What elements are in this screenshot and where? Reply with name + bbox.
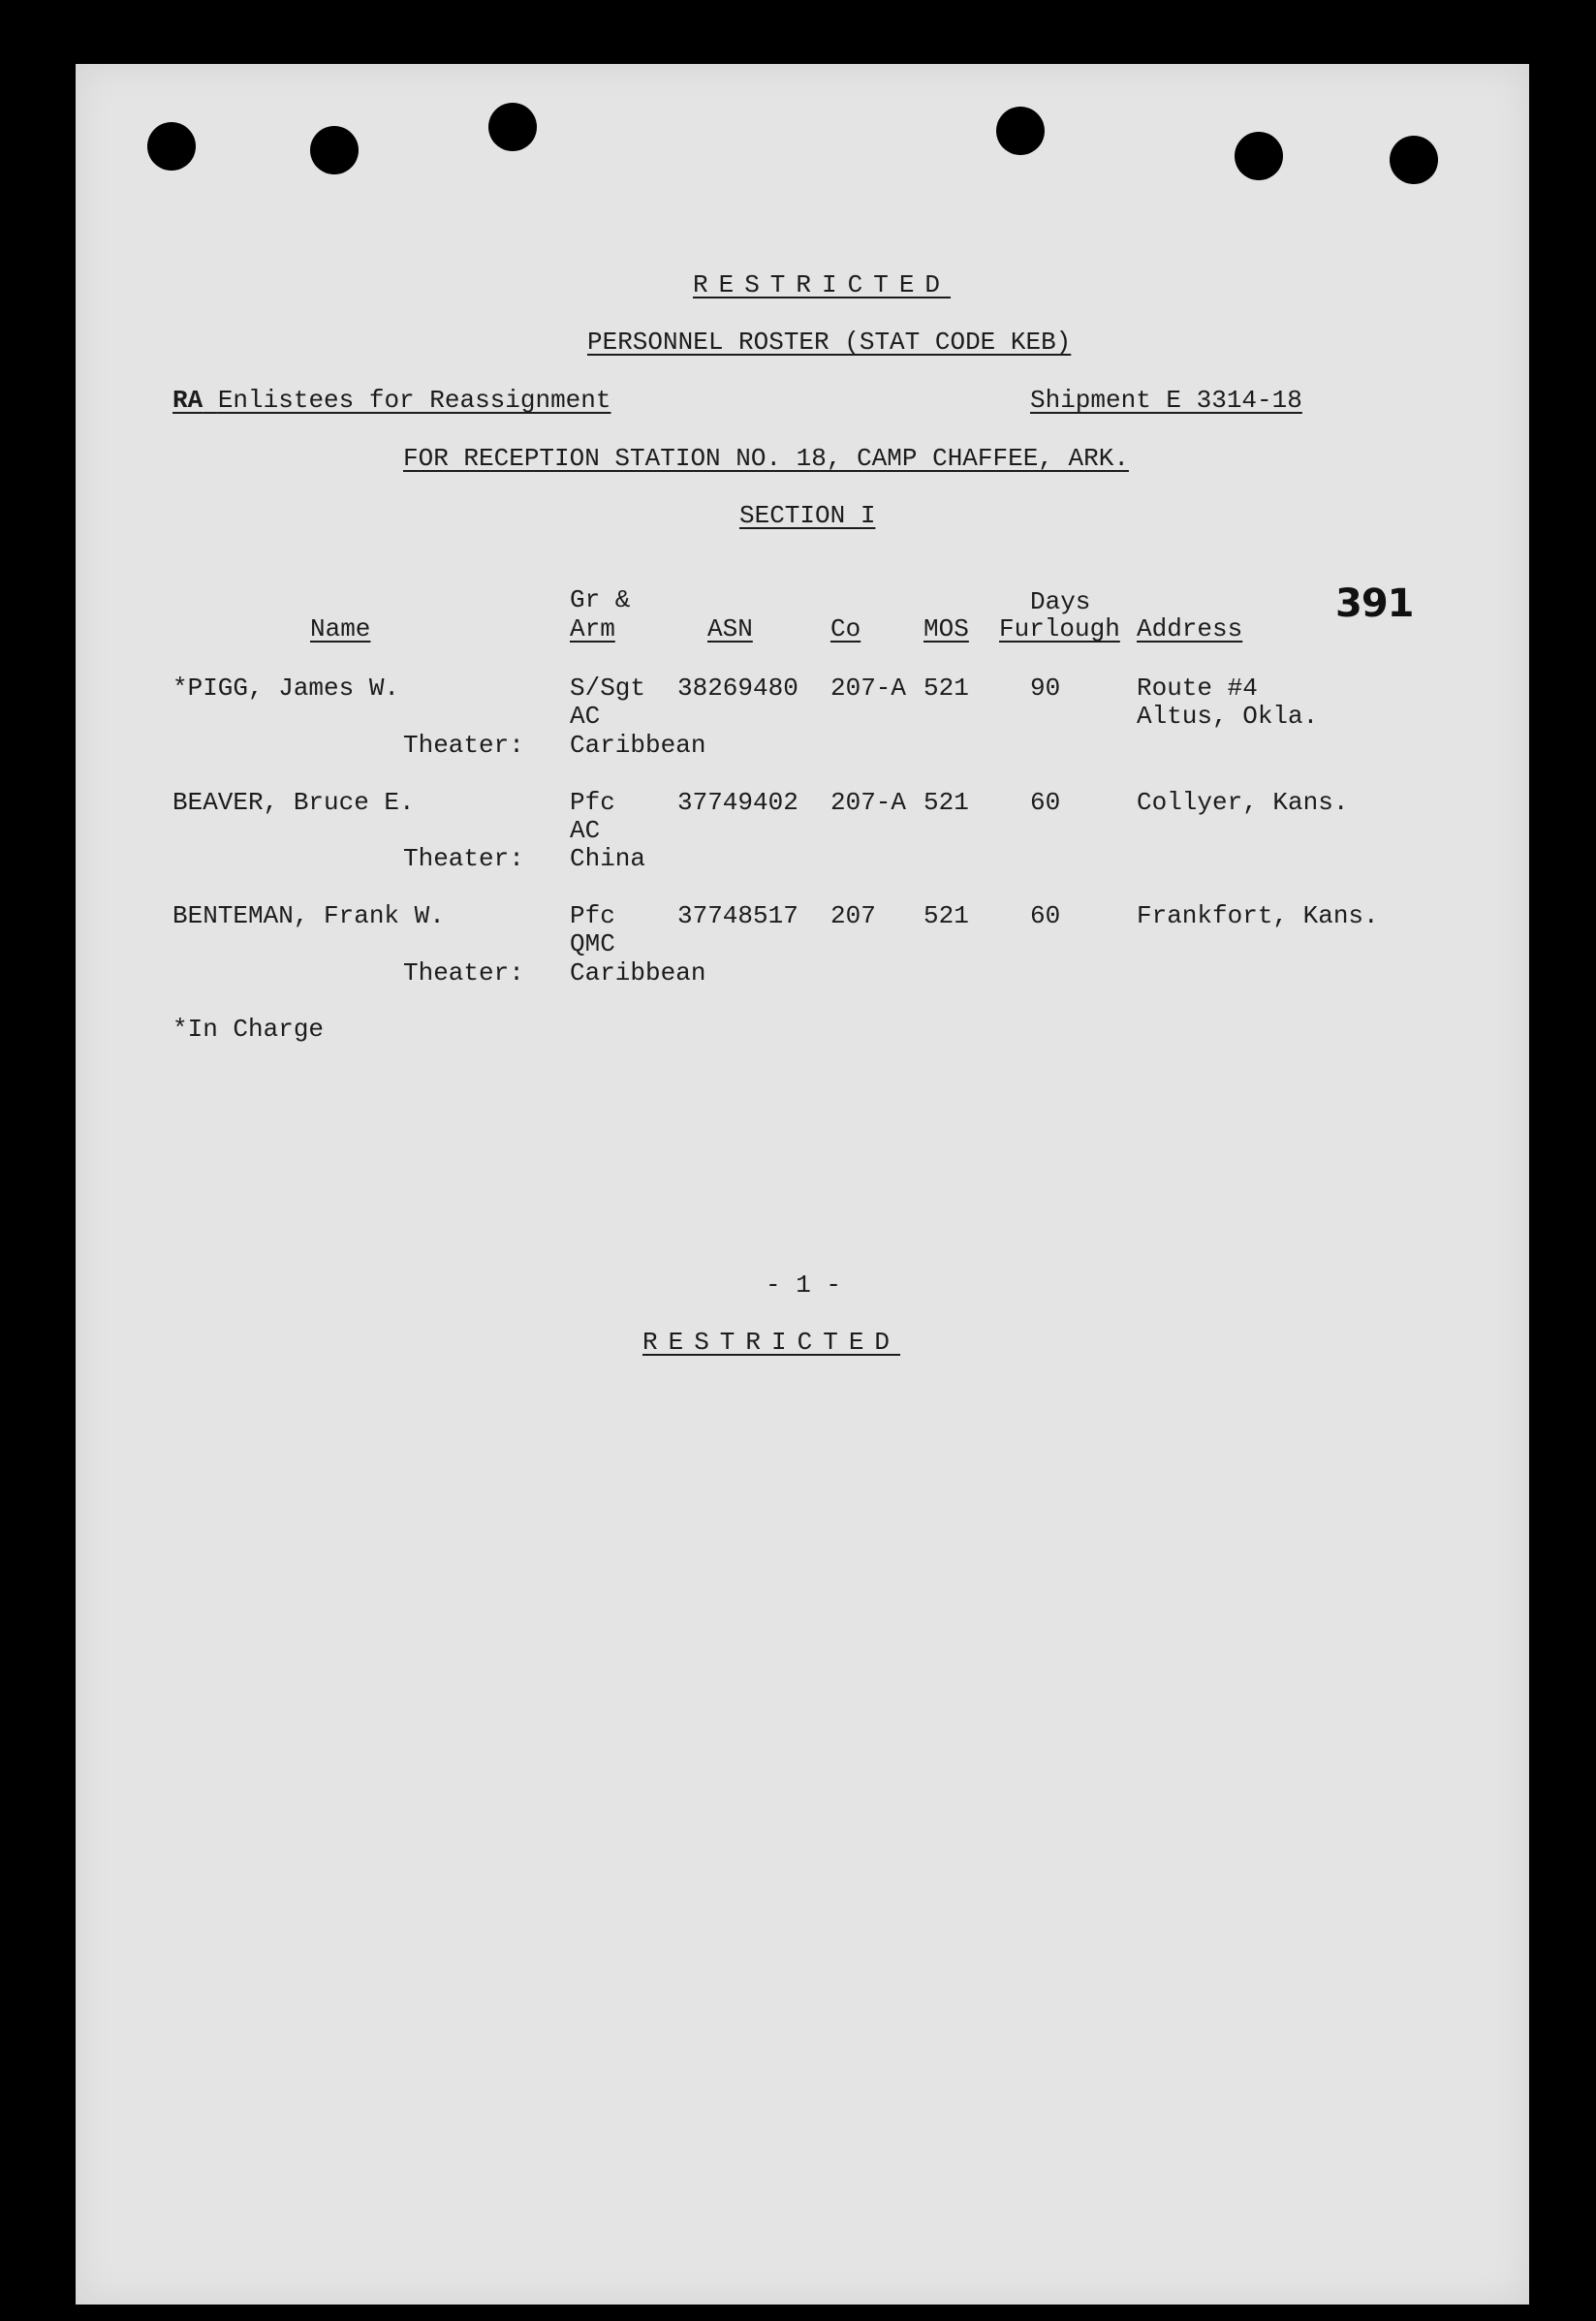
- row-address-line1: Frankfort, Kans.: [1137, 901, 1379, 930]
- footnote: *In Charge: [172, 1015, 325, 1044]
- classification-top: RESTRICTED: [693, 270, 952, 299]
- col-address-header: Address: [1137, 614, 1243, 643]
- row-asn: 38269480: [677, 674, 798, 703]
- row-arm: AC: [570, 702, 601, 731]
- group-label-line: [172, 386, 611, 415]
- row-grade: Pfc: [570, 901, 615, 930]
- row-days: 60: [1030, 901, 1061, 930]
- row-address-line1: Collyer, Kans.: [1137, 788, 1349, 817]
- col-asn-header: ASN: [707, 614, 753, 643]
- row-mos: 521: [923, 788, 969, 817]
- col-mos-header: MOS: [923, 614, 969, 643]
- row-days: 60: [1030, 788, 1061, 817]
- row-theater: China: [570, 844, 646, 873]
- col-days-header-line1: Days: [1030, 587, 1091, 616]
- row-grade: S/Sgt: [570, 674, 646, 703]
- col-co-header: Co: [830, 614, 861, 643]
- row-name: BENTEMAN, Frank W.: [172, 901, 445, 930]
- shipment-number: Shipment E 3314-18: [1030, 386, 1302, 415]
- row-name: *PIGG, James W.: [172, 674, 400, 703]
- row-theater: Caribbean: [570, 958, 706, 988]
- punch-hole: [147, 122, 196, 171]
- row-co: 207-A: [830, 788, 907, 817]
- row-arm: AC: [570, 816, 601, 845]
- row-mos: 521: [923, 901, 969, 930]
- row-co: 207-A: [830, 674, 907, 703]
- row-address-line1: Route #4: [1137, 674, 1258, 703]
- row-address-line2: Altus, Okla.: [1137, 702, 1319, 731]
- punch-hole: [1390, 136, 1438, 184]
- punch-hole: [310, 126, 359, 174]
- theater-label: Theater:: [403, 731, 524, 760]
- row-name: BEAVER, Bruce E.: [172, 788, 415, 817]
- page-number: - 1 -: [766, 1270, 842, 1300]
- row-days: 90: [1030, 674, 1061, 703]
- row-asn: 37749402: [677, 788, 798, 817]
- destination: FOR RECEPTION STATION NO. 18, CAMP CHAFFEE, ARK.: [403, 444, 1129, 473]
- row-asn: 37748517: [677, 901, 798, 930]
- theater-label: Theater:: [403, 958, 524, 988]
- row-theater: Caribbean: [570, 731, 706, 760]
- col-days-header-line2: Furlough: [999, 614, 1120, 643]
- row-mos: 521: [923, 674, 969, 703]
- col-grade-header-line2: Arm: [570, 614, 615, 643]
- row-grade: Pfc: [570, 788, 615, 817]
- col-grade-header-line1: Gr &: [570, 585, 631, 614]
- theater-label: Theater:: [403, 844, 524, 873]
- punch-hole: [488, 103, 537, 151]
- col-name-header: Name: [310, 614, 371, 643]
- row-co: 207: [830, 901, 876, 930]
- page-stamp: 391: [1335, 581, 1414, 626]
- punch-hole: [1235, 132, 1283, 180]
- section-title: SECTION I: [739, 501, 876, 530]
- group-label: Enlistees for Reassignment: [217, 386, 611, 415]
- classification-bottom: RESTRICTED: [642, 1328, 901, 1357]
- group-prefix: RA: [172, 386, 203, 415]
- roster-title: PERSONNEL ROSTER (STAT CODE KEB): [587, 328, 1072, 357]
- row-arm: QMC: [570, 929, 615, 958]
- punch-hole: [996, 107, 1045, 155]
